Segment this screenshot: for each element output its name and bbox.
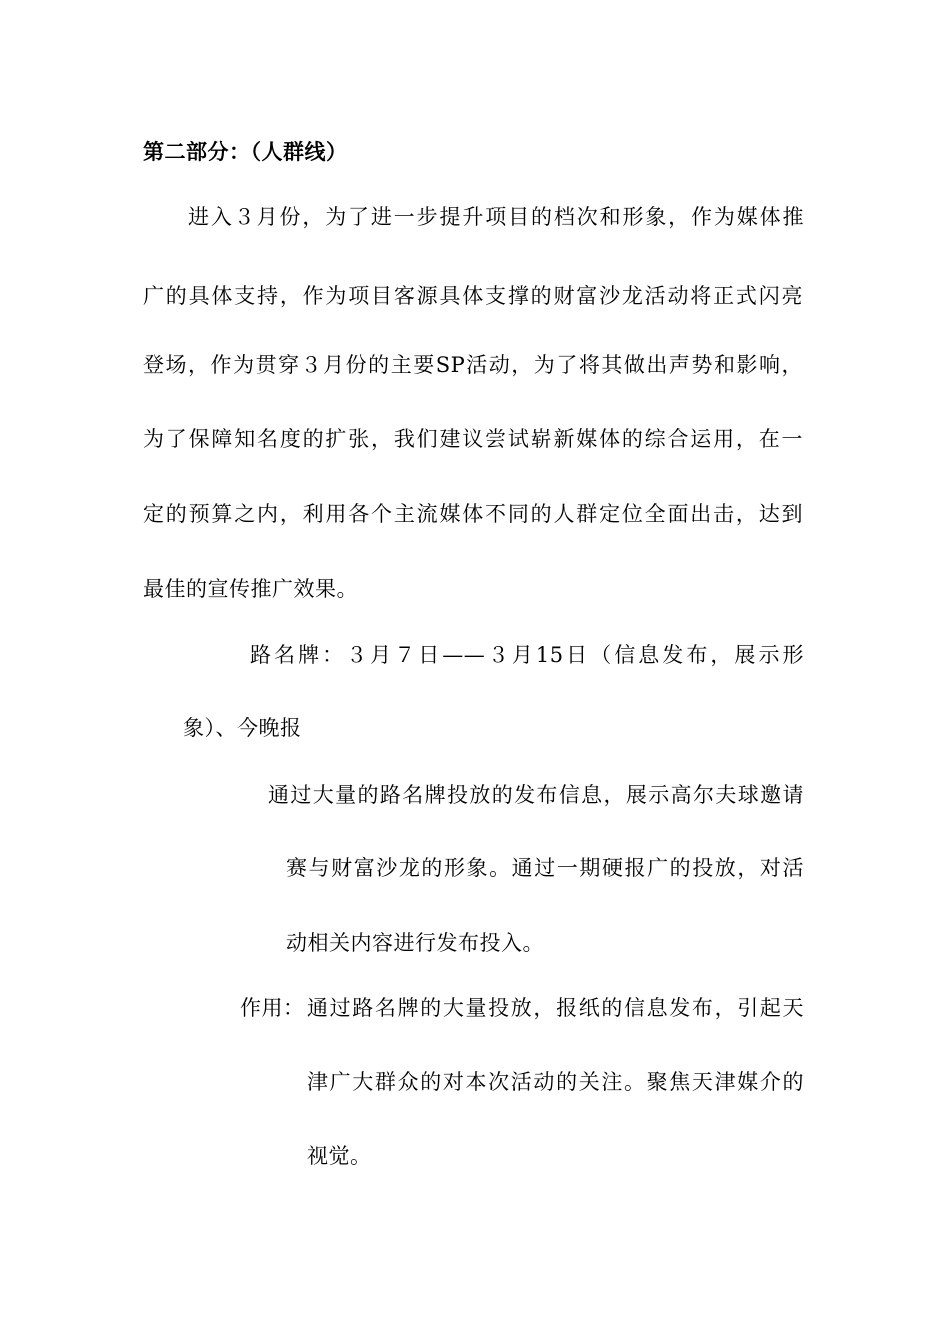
effect-line-2: 津广大群众的对本次活动的关注。聚焦天津媒介的 [307,1070,804,1094]
section-title: 第二部分：（人群线） [143,139,348,164]
effect-line-3: 视觉。 [307,1144,372,1168]
effect-label: 作用： [240,996,305,1020]
intro-line-1: 进入３月份，为了进一步提升项目的档次和形象，作为媒体推 [188,205,804,229]
media-item-line-2: 象）、今晚报 [183,716,302,740]
intro-line-3: 登场，作为贯穿３月份的主要SP活动，为了将其做出声势和影响， [143,353,803,377]
intro-line-2: 广的具体支持，作为项目客源具体支撑的财富沙龙活动将正式闪亮 [143,284,803,308]
intro-line-6: 最佳的宣传推广效果。 [143,577,358,601]
description-line-2: 赛与财富沙龙的形象。通过一期硬报广的投放，对活 [286,856,804,880]
intro-line-5: 定的预算之内，利用各个主流媒体不同的人群定位全面出击，达到 [143,502,803,526]
description-line-3: 动相关内容进行发布投入。 [286,931,544,955]
description-line-1: 通过大量的路名牌投放的发布信息，展示高尔夫球邀请 [268,783,804,807]
media-item-line-1: 路名牌：３月７日——３月15日（信息发布，展示形 [250,643,804,667]
intro-line-4: 为了保障知名度的扩张，我们建议尝试崭新媒体的综合运用，在一 [143,427,803,451]
effect-line-1: 通过路名牌的大量投放，报纸的信息发布，引起天 [307,996,804,1020]
